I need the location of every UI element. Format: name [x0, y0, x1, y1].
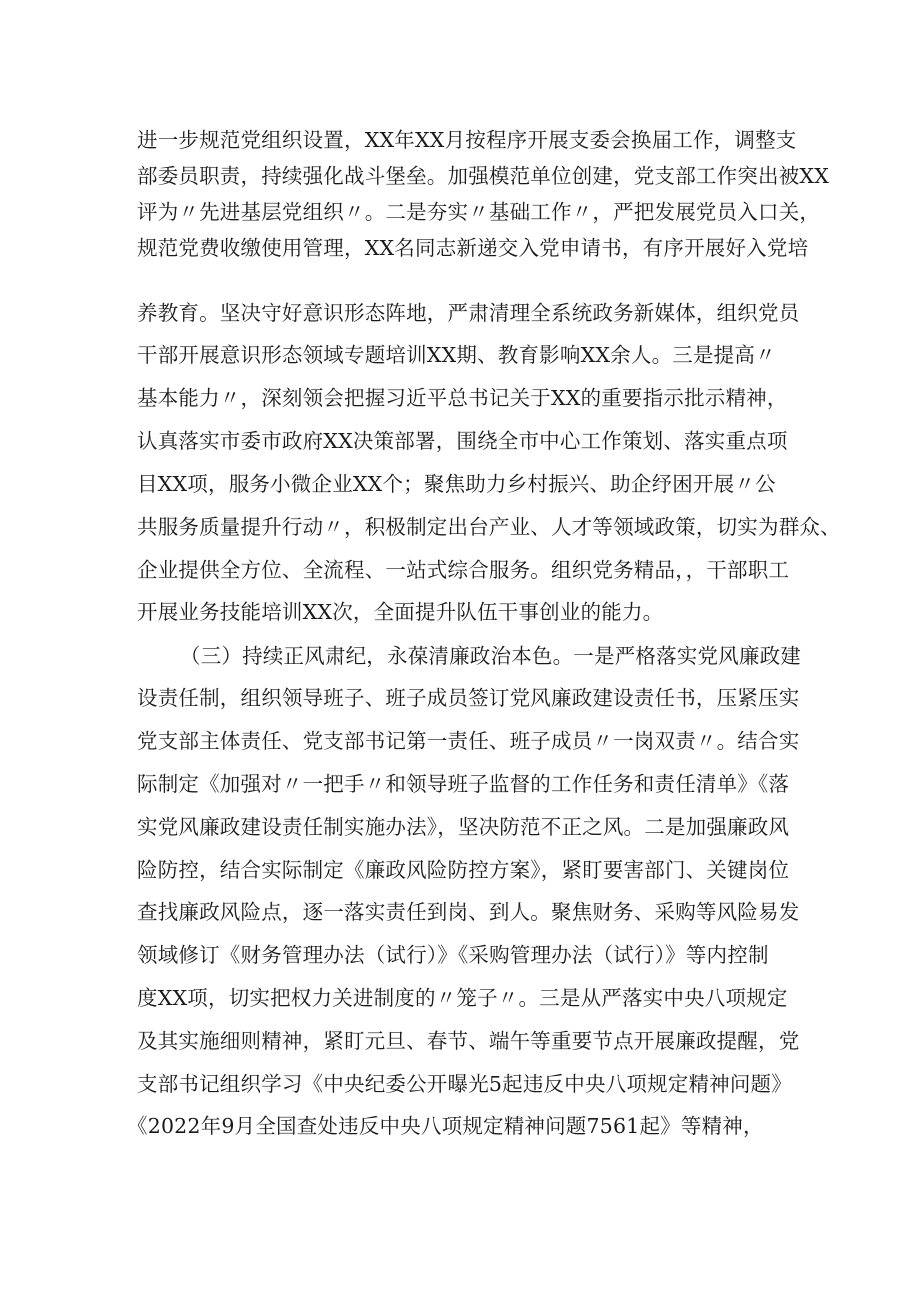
text-line: 度XX项，切实把权力关进制度的〃笼子〃。三是从严落实中央八项规定: [137, 986, 788, 1010]
text-line: 目XX项，服务小微企业XX个；聚焦助力乡村振兴、助企纾困开展〃公: [137, 472, 776, 496]
text-line: 企业提供全方位、全流程、一站式综合服务。组织党务精品，，干部职工: [137, 558, 790, 582]
text-line: 查找廉政风险点，逐一落实责任到岗、到人。聚焦财务、采购等风险易发: [137, 900, 800, 924]
text-line: 干部开展意识形态领域专题培训XX期、教育影响XX余人。三是提高〃: [137, 343, 776, 367]
text-line: 际制定《加强对〃一把手〃和领导班子监督的工作任务和责任清单》《落: [137, 772, 790, 796]
text-line: 支部书记组织学习《中央纪委公开曝光5起违反中央八项规定精神问题》: [137, 1072, 792, 1096]
text-line: 规范党费收缴使用管理，XX名同志新递交入党申请书，有序开展好入党培: [137, 236, 809, 260]
text-line: 部委员职责，持续强化战斗堡垒。加强模范单位创建，党支部工作突出被XX: [137, 164, 829, 188]
text-line: 养教育。坚决守好意识形态阵地，严肃清理全系统政务新媒体，组织党员: [137, 301, 800, 325]
text-line: 开展业务技能培训XX次，全面提升队伍干事创业的能力。: [137, 600, 664, 624]
section-heading-line: （三）持续正风肃纪，永葆清廉政治本色。一是严格落实党风廉政建: [180, 644, 801, 668]
text-line: 认真落实市委市政府XX决策部署，围绕全市中心工作策划、落实重点项: [137, 429, 788, 453]
text-line: 评为〃先进基层党组织〃。二是夯实〃基础工作〃，严把发展党员入口关，: [137, 200, 821, 224]
text-line: 及其实施细则精神，紧盯元旦、春节、端午等重要节点开展廉政提醒，党: [137, 1029, 800, 1053]
text-line: 险防控，结合实际制定《廉政风险防控方案》，紧盯要害部门、关键岗位: [137, 858, 790, 882]
text-line: 进一步规范党组织设置，XX年XX月按程序开展支委会换届工作，调整支: [137, 128, 797, 152]
text-line: 设责任制，组织领导班子、班子成员签订党风廉政建设责任书，压紧压实: [137, 686, 800, 710]
text-line: 共服务质量提升行动〃，积极制定出台产业、人才等领域政策，切实为群众、: [137, 515, 841, 539]
text-line: 实党风廉政建设责任制实施办法》，坚决防范不正之风。二是加强廉政风: [137, 815, 790, 839]
text-line: 《2022年9月全国查处违反中央八项规定精神问题7561起》等精神，: [127, 1114, 764, 1138]
text-line: 基本能力〃，深刻领会把握习近平总书记关于XX的重要指示批示精神，: [137, 386, 788, 410]
text-line: 党支部主体责任、党支部书记第一责任、班子成员〃一岗双责〃。结合实: [137, 729, 800, 753]
text-line: 领域修订《财务管理办法（试行）》《采购管理办法（试行）》等内控制: [137, 943, 769, 967]
